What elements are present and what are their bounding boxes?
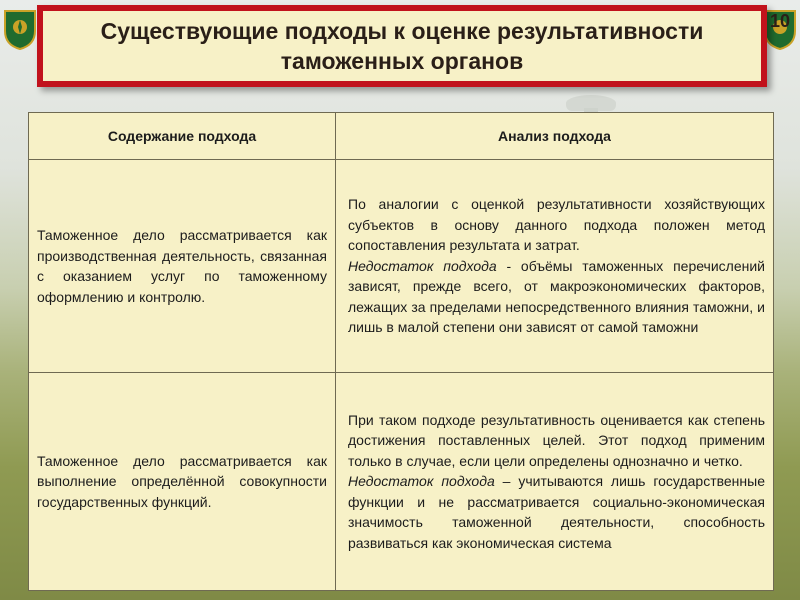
row2-drawback-text: – учитываются лишь государственные функции и не рассматривается социально-экономическая значимость таможенной деятельности, способность развиваться как экономическая система [348,473,765,551]
header-content: Содержание подхода [29,113,336,160]
row1-drawback-text: - объёмы таможенных перечислений зависят, прежде всего, от макроэкономических факторов, лежащих за пределами непосредственного влияния таможни, и лишь в малой степени они зависят от самой таможни [348,257,766,336]
row2-drawback-label: Недостаток подхода [348,473,495,490]
row2-analysis-main: При таком подходе результативность оценивается как степень достижения поставленных целей. Этот подход применим только в случае, если цели определены однозначно и четко. [348,411,765,469]
row1-analysis-cell [336,160,774,373]
header-analysis: Анализ подхода [336,113,774,160]
row2-analysis [348,410,765,554]
row1-drawback-label: Недостаток подхода [348,257,497,274]
table-row [29,373,774,591]
row1-analysis [348,194,765,338]
slide-title: Существующие подходы к оценке результативности таможенных органов [100,18,704,74]
table-row [29,160,774,373]
row1-content: Таможенное дело рассматривается как производственная деятельность, связанная с оказанием услуг по таможенному оформлению и контролю. [37,227,327,305]
slide-number: 10 [770,11,791,31]
row1-analysis-main: По аналогии с оценкой результативности хозяйствующих субъектов в основу данного подхода положен метод сопоставления результата и затрат. [348,196,765,254]
slide-title-box [37,5,767,87]
row2-analysis-cell [336,373,774,591]
row2-content-cell [29,373,336,591]
row1-content-cell [29,160,336,373]
row2-content: Таможенное дело рассматривается как выполнение определённой совокупности государственных функций. [37,452,327,510]
approaches-table [28,112,774,591]
table-header-row [29,113,774,160]
customs-emblem-left-icon [0,6,40,52]
